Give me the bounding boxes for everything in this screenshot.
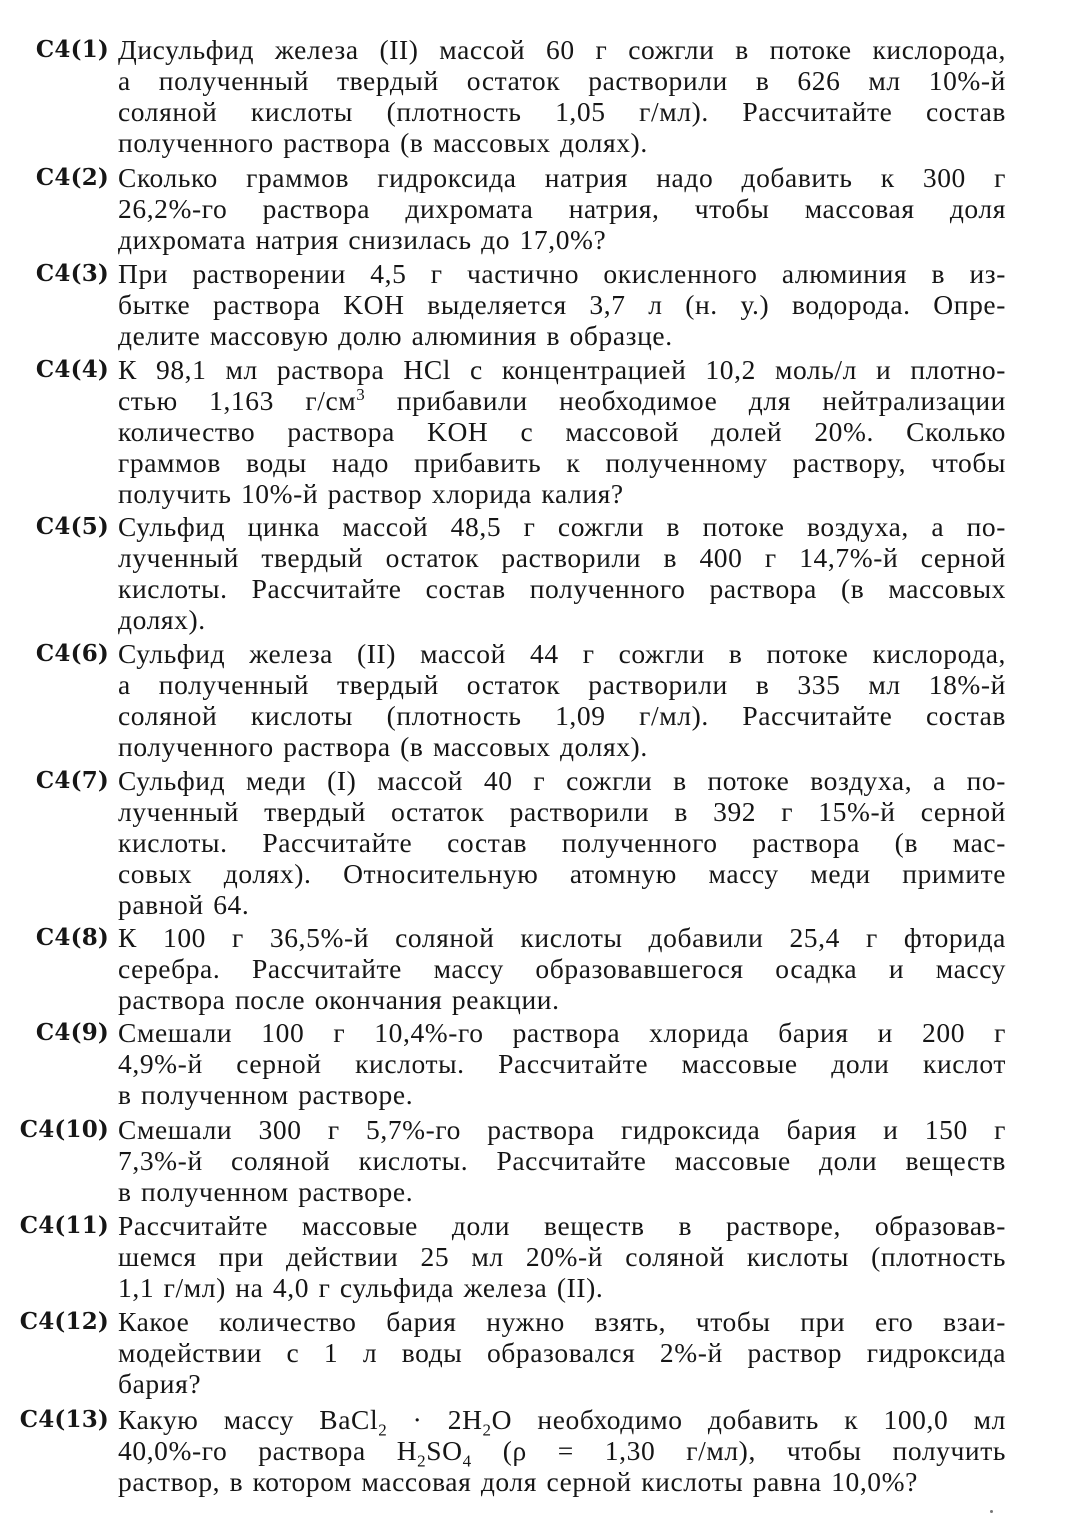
text-line: бария? [118,1368,202,1399]
problem-text [118,1210,1006,1303]
subscript: 2 [378,1420,388,1440]
text-line: соляной кислоты (плотность 1,05 г/мл). Рассчитайте состав [118,96,1006,127]
problem-text [118,922,1006,1015]
problem-label: C4(7) [35,767,109,794]
problem-label: C4(12) [19,1308,109,1335]
text-line: делите массовую долю алюминия в образце. [118,320,673,351]
text-line: 40,0%-го раствора $H_2SO_4$ (ρ = 1,30 г/мл), чтобы получить [118,1435,1006,1471]
text-line: Рассчитайте массовые доли веществ в растворе, образовав- [118,1210,1006,1241]
text-line: серебра. Рассчитайте массу образовавшегося осадка и массу [118,953,1006,984]
problem-text [118,765,1006,920]
problem-label: C4(3) [35,260,109,287]
text-line: соляной кислоты (плотность 1,09 г/мл). Рассчитайте состав [118,700,1006,731]
problem-text [118,34,1006,158]
problem-text [118,638,1006,762]
problem-label: C4(2) [35,164,109,191]
text-line: 26,2%-го раствора дихромата натрия, чтобы массовая доля [118,193,1006,224]
text-line: в полученном растворе. [118,1079,414,1110]
text-line: кислоты. Рассчитайте состав полученного раствора (в мас- [118,827,1006,858]
problem-label: C4(8) [35,924,109,951]
text-line: бытке раствора KOH выделяется 3,7 л (н. у.) водорода. Опре- [118,289,1006,320]
text-line: Сульфид цинка массой 48,5 г сожгли в потоке воздуха, а по- [118,511,1006,542]
problem-text [118,1114,1006,1207]
text-line: в полученном растворе. [118,1176,414,1207]
text-line: Смешали 300 г 5,7%-го раствора гидроксида бария и 150 г [118,1114,1006,1145]
text-line: раствора после окончания реакции. [118,984,560,1015]
problem-text [118,1306,1006,1399]
text-line: К 100 г 36,5%-й соляной кислоты добавили 25,4 г фторида [118,922,1006,953]
text-line: К 98,1 мл раствора HCl с концентрацией 10,2 моль/л и плотно- [118,354,1006,385]
problem-text [118,354,1006,509]
text-line: дихромата натрия снизилась до 17,0%? [118,224,607,255]
text-line: Какую массу BaCl$_2$ · $2H_2O$ необходимо добавить к 100,0 мл [118,1404,1006,1440]
text-line: получить 10%-й раствор хлорида калия? [118,478,624,509]
text-line: стью 1,163 $г/см^3$ прибавили необходимое для нейтрализации [118,384,1006,416]
problem-text [118,1404,1006,1497]
text-line: долях). [118,604,206,635]
subscript: 2 [482,1420,492,1440]
text-line: полученного раствора (в массовых долях). [118,127,648,158]
text-line: количество раствора KOH с массовой долей 20%. Сколько [118,416,1006,447]
text-line: равной 64. [118,889,250,920]
text-line: раствор, в котором массовая доля серной кислоты равна 10,0%? [118,1466,918,1497]
text-line: Дисульфид железа (II) массой 60 г сожгли в потоке кислорода, [118,34,1006,65]
text-line: 4,9%-й серной кислоты. Рассчитайте массовые доли кислот [118,1048,1006,1079]
problem-label: C4(5) [35,513,109,540]
problem-label: C4(6) [35,640,109,667]
subscript: 2 [417,1451,427,1471]
text-line: полученного раствора (в массовых долях). [118,731,648,762]
text-line: шемся при действии 25 мл 20%-й соляной кислоты (плотность [118,1241,1006,1272]
problem-label: C4(10) [19,1116,109,1143]
problem-text [118,162,1006,255]
text-line: 7,3%-й соляной кислоты. Рассчитайте массовые доли веществ [118,1145,1006,1176]
problem-text [118,1017,1006,1110]
text-line: граммов воды надо прибавить к полученному раствору, чтобы [118,447,1006,478]
superscript: 3 [356,384,366,404]
problem-text [118,258,1006,351]
text-line: лученный твердый остаток растворили в 392 г 15%-й серной [118,796,1006,827]
problem-label: C4(4) [35,356,109,383]
text-line: Сульфид меди (I) массой 40 г сожгли в потоке воздуха, а по- [118,765,1006,796]
text-line: модействии с 1 л воды образовался 2%-й раствор гидроксида [118,1337,1006,1368]
text-line: Смешали 100 г 10,4%-го раствора хлорида бария и 200 г [118,1017,1006,1048]
text-line: совых долях). Относительную атомную массу меди примите [118,858,1006,889]
text-line: 1,1 г/мл) на 4,0 г сульфида железа (II). [118,1272,604,1303]
scan-speck [990,1510,993,1513]
text-line: лученный твердый остаток растворили в 400 г 14,7%-й серной [118,542,1006,573]
problem-label: C4(13) [19,1406,109,1433]
text-line: а полученный твердый остаток растворили в 626 мл 10%-й [118,65,1006,96]
problem-label: C4(9) [35,1019,109,1046]
text-line: а полученный твердый остаток растворили в 335 мл 18%-й [118,669,1006,700]
text-line: Сульфид железа (II) массой 44 г сожгли в потоке кислорода, [118,638,1006,669]
subscript: 4 [462,1451,472,1471]
problem-text [118,511,1006,635]
text-line: кислоты. Рассчитайте состав полученного раствора (в массовых [118,573,1006,604]
problem-label: C4(11) [19,1212,109,1239]
problem-label: C4(1) [35,36,109,63]
text-line: При растворении 4,5 г частично окисленного алюминия в из- [118,258,1006,289]
text-line: Сколько граммов гидроксида натрия надо добавить к 300 г [118,162,1006,193]
text-line: Какое количество бария нужно взять, чтобы при его взаи- [118,1306,1006,1337]
